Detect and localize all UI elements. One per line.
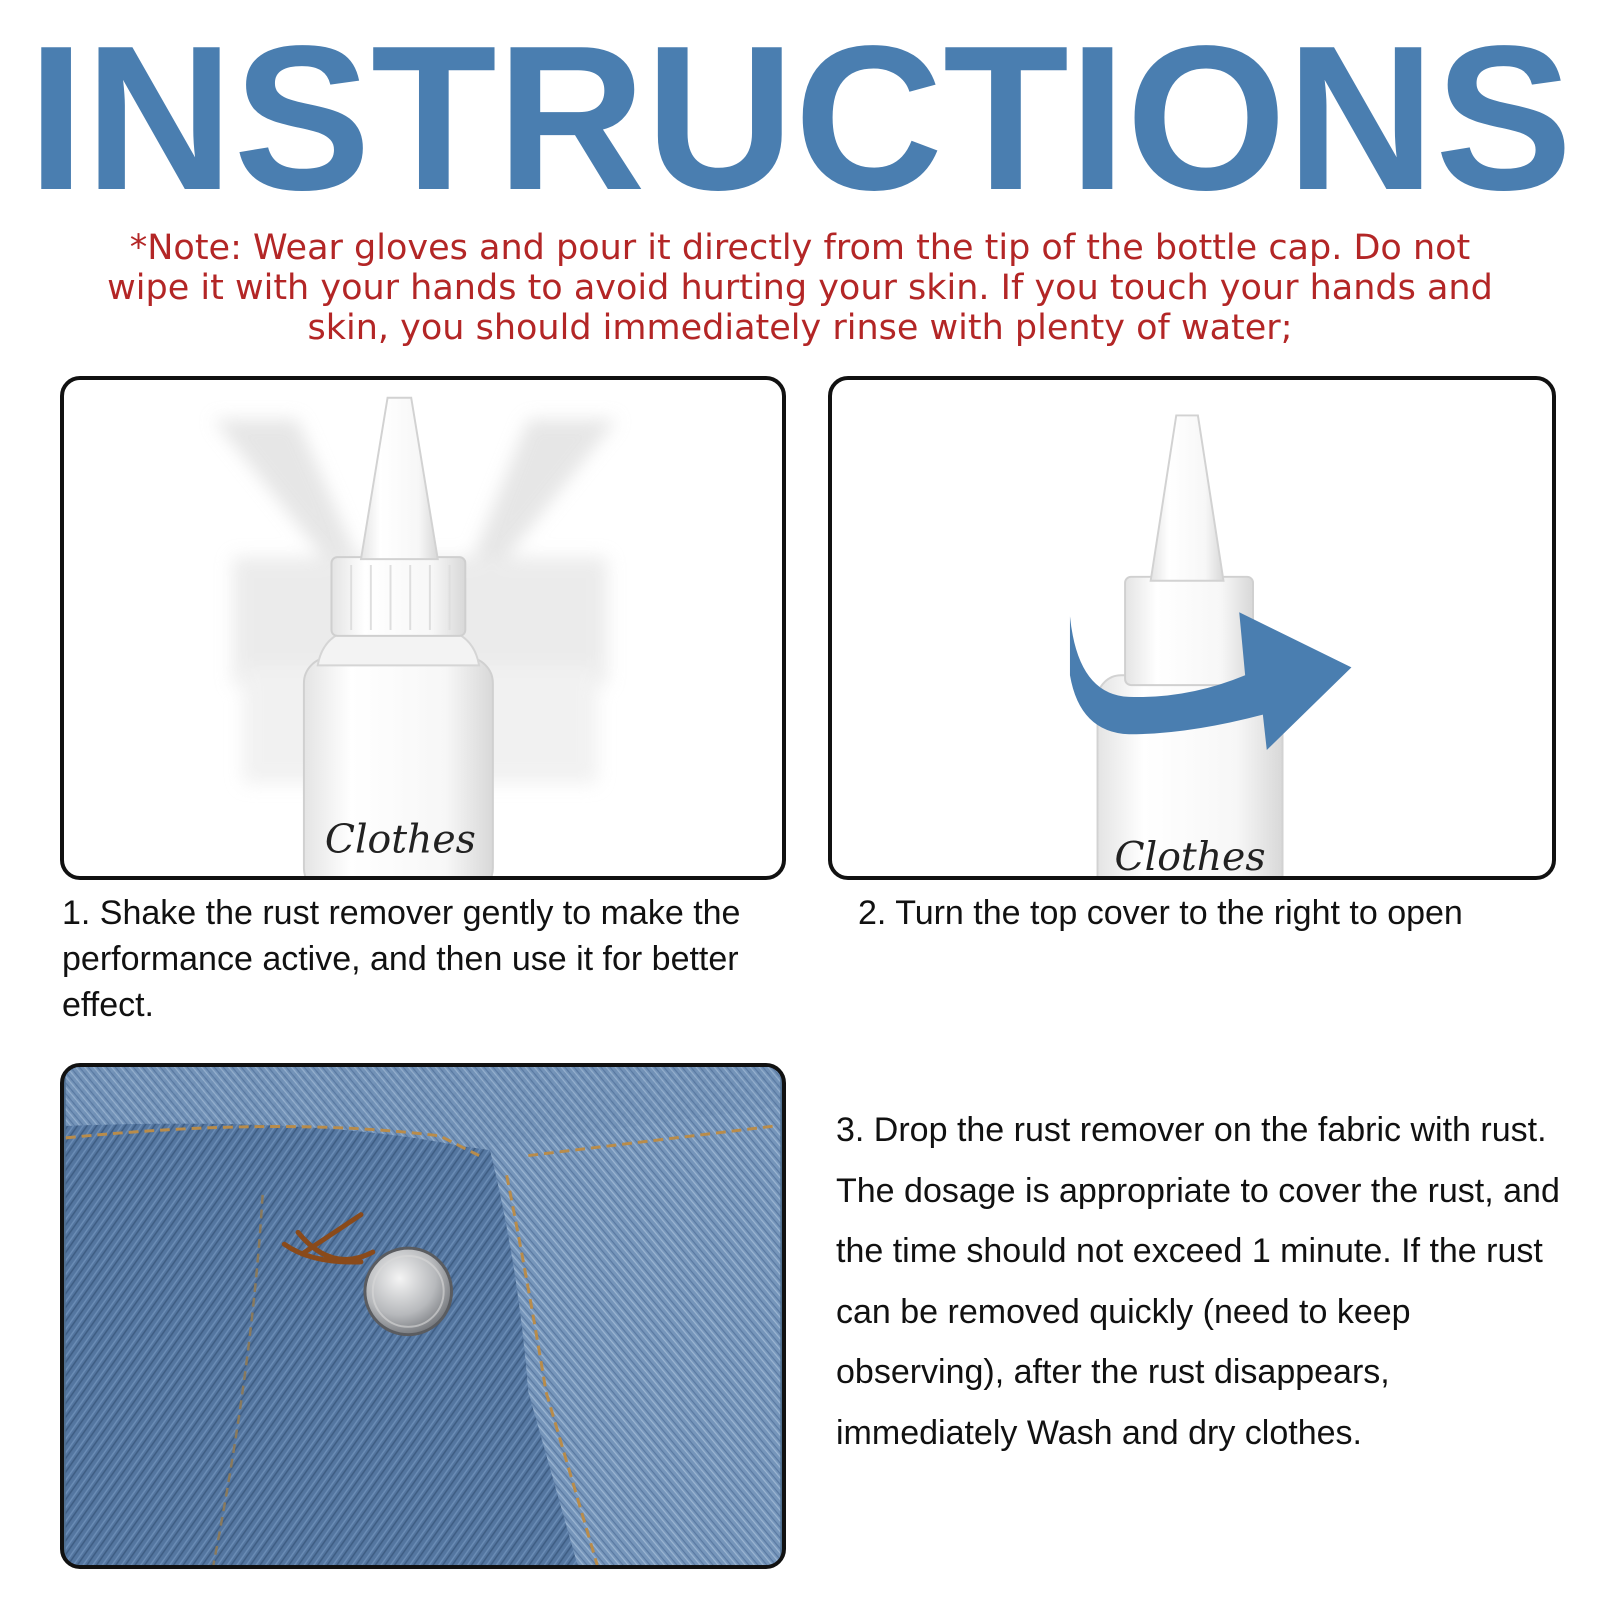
step-2-image — [828, 376, 1556, 880]
bottle-label: Clothes — [324, 816, 476, 863]
page-title: INSTRUCTIONS — [27, 3, 1573, 233]
safety-note: *Note: Wear gloves and pour it directly from the tip of the bottle cap. Do not wipe it with your hands to avoid hurting your skin. If you touch your hands and skin, you should immediately rinse with plenty of water; — [107, 228, 1493, 348]
step-2-caption: 2. Turn the top cover to the right to open — [858, 894, 1463, 932]
open-cap-illustration — [832, 380, 1552, 876]
bottle-label: Clothes — [1114, 834, 1266, 876]
shaking-bottle-illustration — [64, 380, 782, 876]
metal-button — [365, 1248, 452, 1335]
step-3-caption: 3. Drop the rust remover on the fabric with rust. The dosage is appropriate to cover the rust, and the time should not exceed 1 minute. If the rust can be removed quickly (need to keep observing), after the rust disappears, immediately Wash and dry clothes. — [836, 1111, 1560, 1452]
bottle-nozzle — [1151, 415, 1224, 580]
bottle-nozzle — [361, 398, 438, 559]
denim-collar-photo — [64, 1067, 782, 1565]
step-1-caption: 1. Shake the rust remover gently to make the performance active, and then use it for better effect. — [62, 894, 741, 1024]
bottle-cap — [1125, 577, 1253, 685]
step-1-image — [60, 376, 786, 880]
step-3-image — [60, 1063, 786, 1569]
